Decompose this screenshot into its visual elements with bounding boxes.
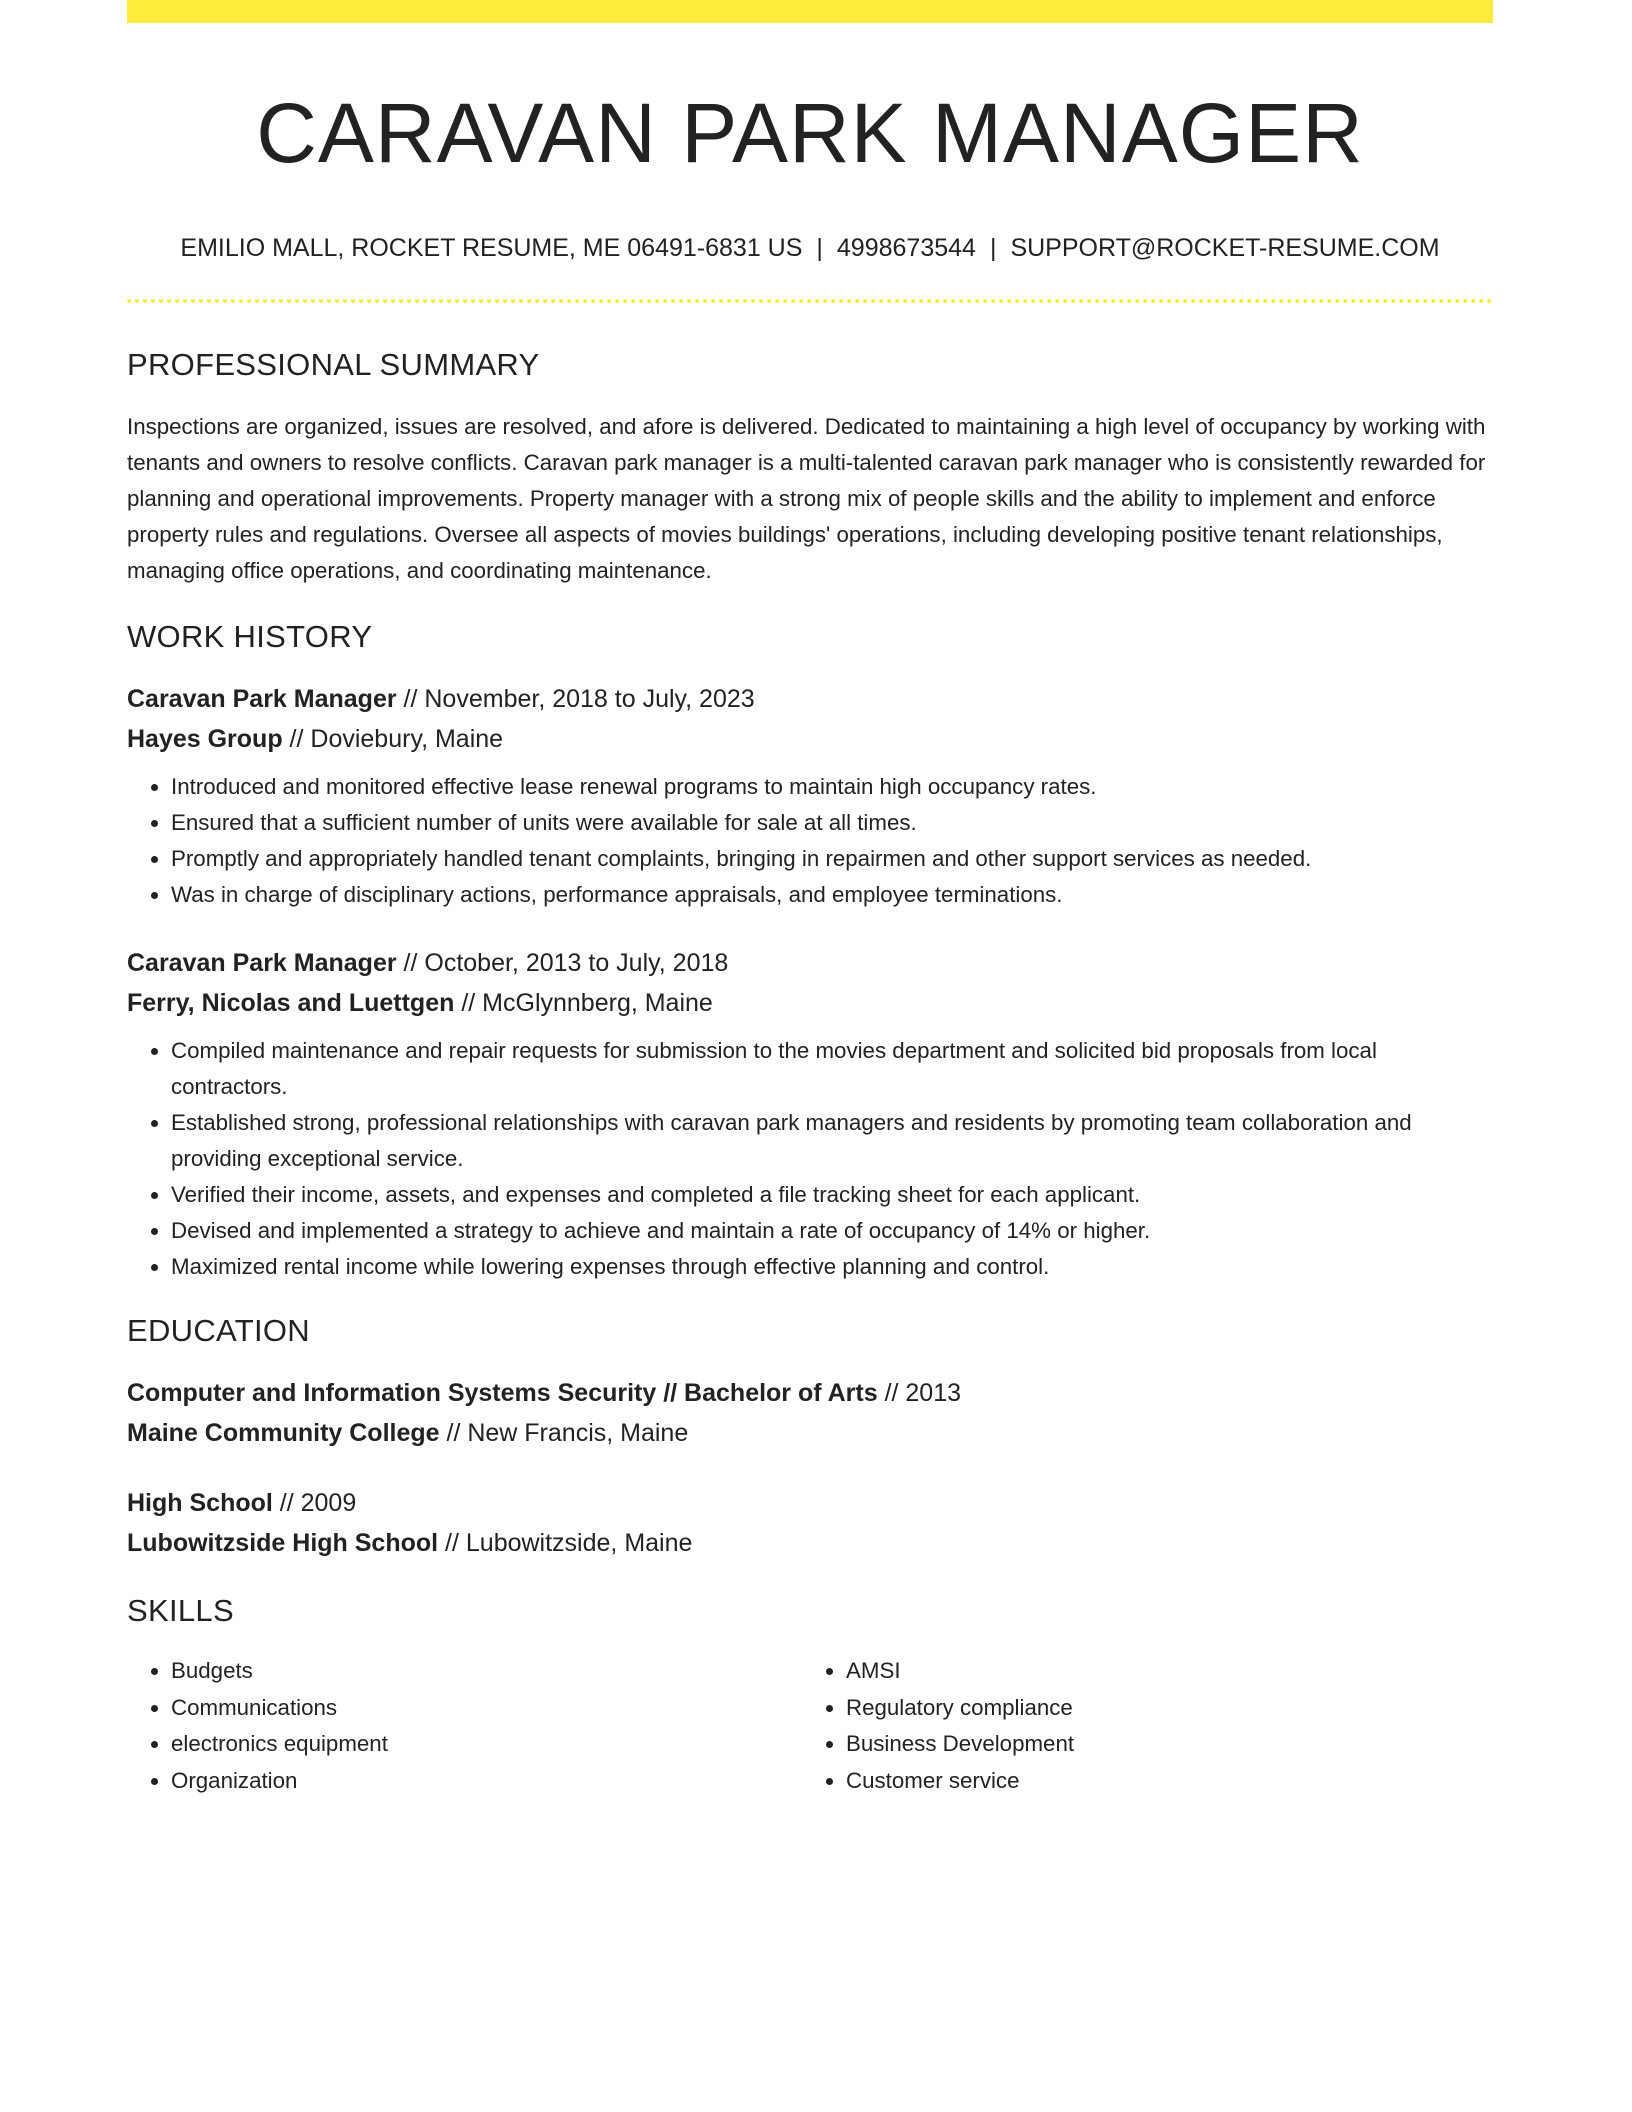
- dotted-divider: [127, 299, 1493, 303]
- accent-bar: [127, 0, 1493, 23]
- job-bullet: • Established strong, professional relationships with caravan park managers and residents by promoting team collaboration and providing exceptional service.: [171, 1105, 1493, 1177]
- education-year: // 2009: [272, 1489, 357, 1518]
- job-bullet: • Compiled maintenance and repair requests for submission to the movies department and solicited bid proposals from local contractors.: [171, 1033, 1493, 1105]
- job-position: Caravan Park Manager: [127, 685, 397, 714]
- contact-address: EMILIO MALL, ROCKET RESUME, ME 06491-6831 US: [180, 234, 803, 263]
- job-bullet: • Verified their income, assets, and expenses and completed a file tracking sheet for each applicant.: [171, 1177, 1493, 1213]
- work-history-heading: WORK HISTORY: [127, 619, 373, 655]
- job-bullet: • Devised and implemented a strategy to achieve and maintain a rate of occupancy of 14% or higher.: [171, 1213, 1493, 1249]
- job-title-line: [127, 679, 1493, 719]
- contact-separator: |: [816, 234, 823, 263]
- education-year: // 2013: [877, 1379, 962, 1408]
- education-degree: High School: [127, 1489, 273, 1518]
- education-heading: EDUCATION: [127, 1313, 310, 1349]
- contact-phone: 4998673544: [836, 234, 976, 263]
- job-bullets: [127, 769, 1493, 913]
- job-bullet: • Promptly and appropriately handled tenant complaints, bringing in repairmen and other support services as needed.: [171, 841, 1493, 877]
- job-company-line: [127, 719, 1493, 759]
- job-entry: [127, 943, 1493, 1285]
- summary-heading: PROFESSIONAL SUMMARY: [127, 347, 540, 383]
- education-school-line: [127, 1413, 1493, 1453]
- skill-item: • AMSI: [846, 1653, 1477, 1690]
- job-bullets: [127, 1033, 1493, 1285]
- education-entry: [127, 1373, 1493, 1453]
- contact-separator: |: [989, 234, 997, 263]
- job-title-line: [127, 943, 1493, 983]
- education-school: Maine Community College: [127, 1419, 440, 1448]
- job-position: Caravan Park Manager: [127, 949, 397, 978]
- job-entry: [127, 679, 1493, 913]
- job-company: Hayes Group: [127, 725, 283, 754]
- skills-column-right: [802, 1653, 1477, 1799]
- contact-email[interactable]: SUPPORT@ROCKET-RESUME.COM: [1010, 234, 1440, 263]
- skills-grid: [127, 1653, 1493, 1799]
- job-bullet: • Was in charge of disciplinary actions, performance appraisals, and employee terminations.: [171, 877, 1493, 913]
- skill-item: • Organization: [171, 1763, 802, 1800]
- job-company-line: [127, 983, 1493, 1023]
- skills-heading: SKILLS: [127, 1593, 234, 1629]
- skills-column-left: [127, 1653, 802, 1799]
- resume-title: CARAVAN PARK MANAGER: [256, 86, 1364, 180]
- skill-item: • Regulatory compliance: [846, 1690, 1477, 1727]
- education-location: // Lubowitzside, Maine: [438, 1529, 693, 1558]
- education-location: // New Francis, Maine: [439, 1419, 689, 1448]
- education-degree-line: [127, 1483, 1493, 1523]
- skill-item: • Budgets: [171, 1653, 802, 1690]
- job-dates: // November, 2018 to July, 2023: [396, 685, 755, 714]
- contact-line: [127, 233, 1493, 263]
- education-school-line: [127, 1523, 1493, 1563]
- education-degree: Computer and Information Systems Security // Bachelor of Arts: [127, 1379, 878, 1408]
- job-bullet: • Maximized rental income while lowering expenses through effective planning and control.: [171, 1249, 1493, 1285]
- job-bullet: • Introduced and monitored effective lease renewal programs to maintain high occupancy rates.: [171, 769, 1493, 805]
- summary-text: Inspections are organized, issues are resolved, and afore is delivered. Dedicated to maintaining a high level of occupancy by working with tenants and owners to resolve conflicts. Caravan park manager is a multi-talented caravan park manager who is consistently rewarded for planning and operational improvements. Property manager with a strong mix of people skills and the ability to implement and enforce property rules and regulations. Oversee all aspects of movies buildings' operations, including developing positive tenant relationships, managing office operations, and coordinating maintenance.: [127, 414, 1486, 584]
- job-dates: // October, 2013 to July, 2018: [396, 949, 729, 978]
- resume-page: [127, 0, 1493, 1799]
- job-company: Ferry, Nicolas and Luettgen: [127, 989, 455, 1018]
- skill-item: • Communications: [171, 1690, 802, 1727]
- skill-item: • Customer service: [846, 1763, 1477, 1800]
- job-bullet: • Ensured that a sufficient number of units were available for sale at all times.: [171, 805, 1493, 841]
- job-location: // McGlynnberg, Maine: [454, 989, 713, 1018]
- job-location: // Doviebury, Maine: [282, 725, 504, 754]
- skill-item: • Business Development: [846, 1726, 1477, 1763]
- skill-item: • electronics equipment: [171, 1726, 802, 1763]
- education-school: Lubowitzside High School: [127, 1529, 439, 1558]
- education-entry: [127, 1483, 1493, 1563]
- education-degree-line: [127, 1373, 1493, 1413]
